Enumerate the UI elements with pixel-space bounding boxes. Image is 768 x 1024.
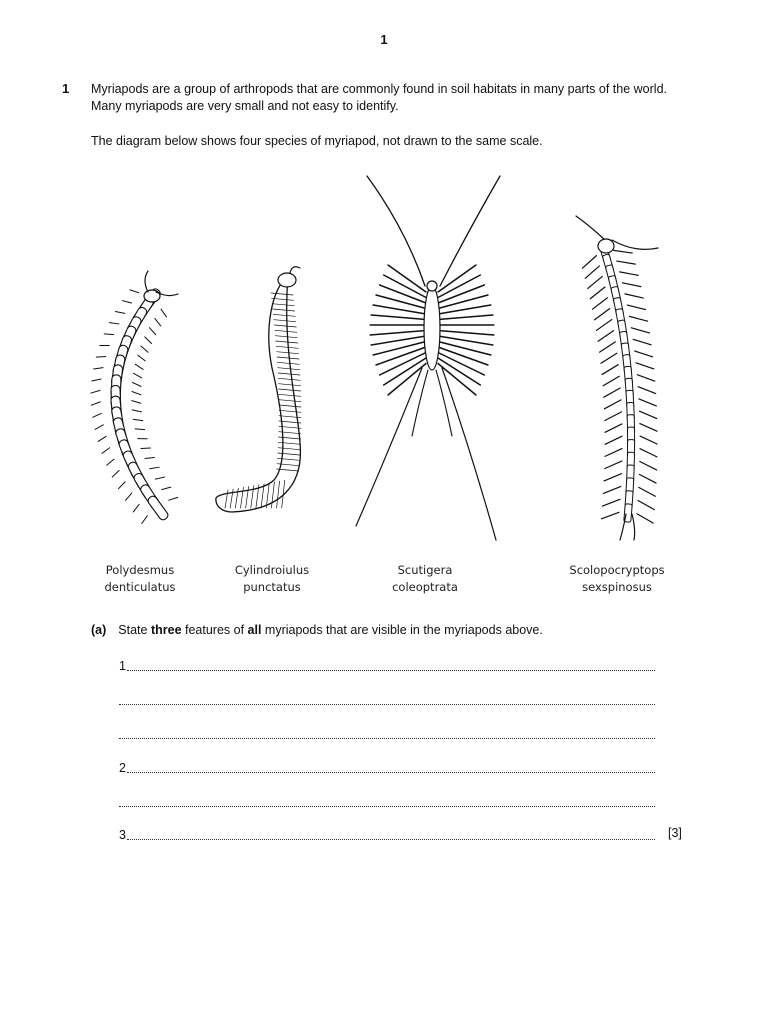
answer-line-1[interactable]: 1 — [119, 657, 655, 673]
part-a-label: (a) — [91, 623, 107, 637]
question-part-a: (a) State three features of all myriapods that are visible in the myriapods above. — [91, 623, 543, 637]
species-label-cylindroiulus: Cylindroiulus punctatus — [234, 563, 310, 594]
question-intro: Myriapods are a group of arthropods that are commonly found in soil habitats in many parts of the world. Many myriapods are very small and not easy to identify. — [91, 82, 667, 113]
answer-line-1b[interactable] — [119, 691, 655, 707]
species-label-scutigera: Scutigera coleoptrata — [392, 563, 458, 594]
polydesmus-drawing — [91, 271, 178, 524]
answer-line-1c[interactable] — [119, 725, 655, 741]
answer-line-2[interactable]: 2 — [119, 759, 655, 775]
scutigera-drawing — [356, 176, 500, 540]
diagram-intro: The diagram below shows four species of myriapod, not drawn to the same scale. — [91, 134, 543, 148]
species-label-polydesmus: Polydesmus denticulatus — [104, 563, 176, 594]
question-number: 1 — [62, 81, 70, 96]
scolopocryptops-drawing — [576, 216, 658, 540]
answer-line-3[interactable]: 3 — [119, 826, 655, 842]
marks-label: [3] — [668, 826, 682, 840]
answer-line-2b[interactable] — [119, 793, 655, 809]
myriapod-diagram — [60, 168, 720, 548]
cylindroiulus-drawing — [216, 267, 301, 512]
page-number: 1 — [380, 32, 388, 47]
species-label-scolopocryptops: Scolopocryptops sexspinosus — [569, 563, 665, 594]
